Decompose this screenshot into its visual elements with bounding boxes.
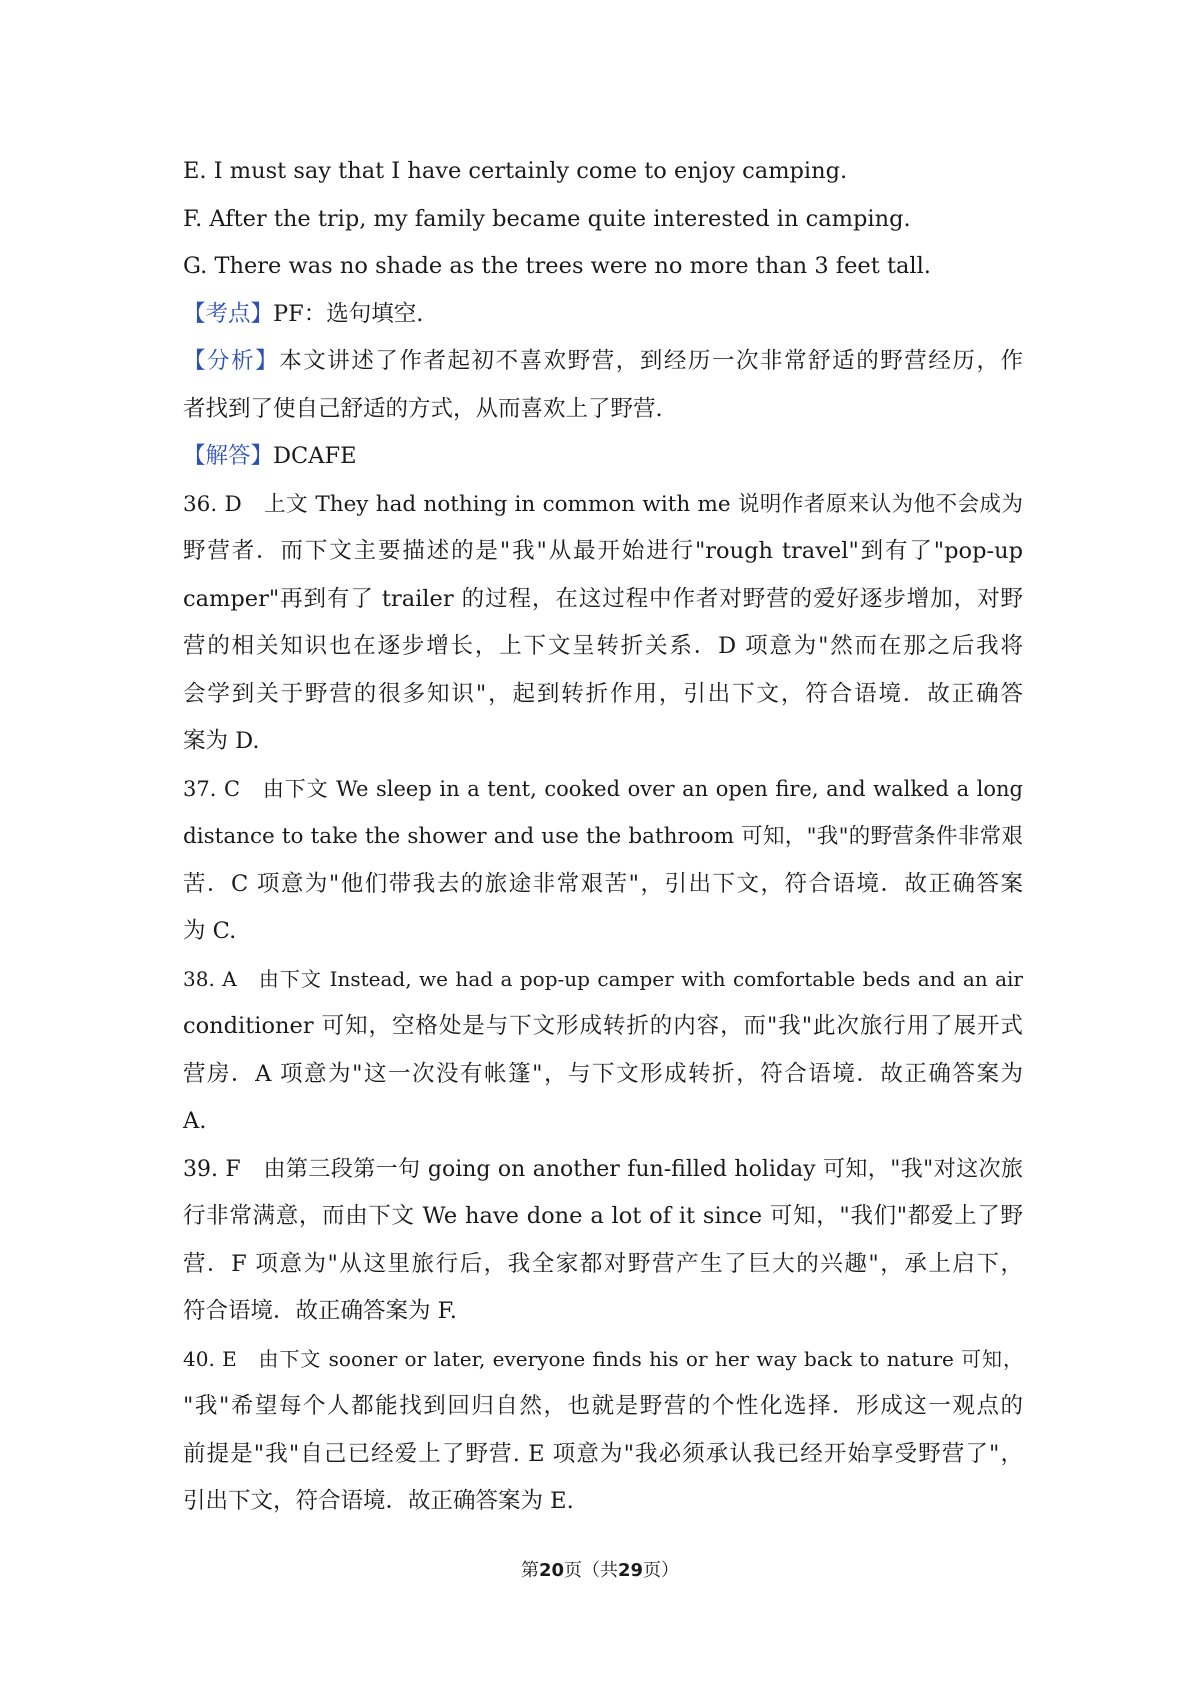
kaodian-line bbox=[183, 291, 1023, 339]
option-e: E. I must say that I have certainly come to enjoy camping. bbox=[183, 158, 848, 184]
answer-38-line-3: 营房．A 项意为"这一次没有帐篷"，与下文形成转折，符合语境．故正确答案为 bbox=[183, 1060, 1023, 1087]
answer-40-line-4: 引出下文，符合语境．故正确答案为 E. bbox=[183, 1488, 574, 1514]
kaodian-tag: 【考点】 bbox=[183, 300, 274, 327]
jieda-tag: 【解答】 bbox=[183, 443, 274, 469]
answer-36-line-2: 野营者．而下文主要描述的是"我"从最开始进行"rough travel"到有了"pop-up bbox=[183, 538, 1023, 564]
answer-36-line-6: 案为 D. bbox=[183, 728, 260, 754]
kaodian-text: PF：选句填空. bbox=[273, 300, 424, 327]
answer-37-line-1: 37. C 由下文 We sleep in a tent, cooked over an open fire, and walked a long bbox=[183, 776, 1023, 801]
footer-page-number: 20 bbox=[538, 1560, 564, 1581]
answer-36-line-3: camper"再到有了 trailer 的过程，在这过程中作者对野营的爱好逐步增加，对野 bbox=[183, 585, 1023, 612]
answer-36-line-1: 36. D 上文 They had nothing in common with me 说明作者原来认为他不会成为 bbox=[183, 491, 1023, 517]
answer-39-line-3: 营．F 项意为"从这里旅行后，我全家都对野营产生了巨大的兴趣"，承上启下， bbox=[183, 1250, 1023, 1277]
answer-39-line-4: 符合语境．故正确答案为 F. bbox=[183, 1298, 457, 1324]
option-g: G. There was no shade as the trees were no more than 3 feet tall. bbox=[183, 253, 931, 279]
jieda-text: DCAFE bbox=[273, 443, 357, 469]
option-f: F. After the trip, my family became quite interested in camping. bbox=[183, 205, 911, 232]
answer-38-line-1: 38. A 由下文 Instead, we had a pop-up camper with comfortable beds and an air bbox=[183, 966, 1023, 991]
fenxi-tag: 【分析】 bbox=[183, 348, 280, 374]
answer-36-line-4: 营的相关知识也在逐步增长，上下文呈转折关系．D 项意为"然而在那之后我将 bbox=[183, 633, 1023, 659]
jieda-line bbox=[183, 433, 1023, 481]
answer-38-line-4: A. bbox=[183, 1108, 207, 1134]
page-footer bbox=[0, 1556, 1200, 1582]
document-body bbox=[183, 148, 1023, 1526]
answer-37-line-2: distance to take the shower and use the bathroom 可知，"我"的野营条件非常艰 bbox=[183, 824, 1023, 849]
answer-40-line-3: 前提是"我"自己已经爱上了野营. E 项意为"我必须承认我已经开始享受野营了"， bbox=[183, 1440, 1023, 1467]
answer-40-line-1: 40. E 由下文 sooner or later, everyone finds his or her way back to nature 可知， bbox=[183, 1346, 1023, 1371]
answer-36-line-5: 会学到关于野营的很多知识"，起到转折作用，引出下文，符合语境．故正确答 bbox=[183, 680, 1023, 707]
footer-suffix: 页） bbox=[643, 1560, 680, 1581]
fenxi-text-1: 本文讲述了作者起初不喜欢野营，到经历一次非常舒适的野营经历，作 bbox=[279, 348, 1023, 374]
fenxi-line-2: 者找到了使自己舒适的方式，从而喜欢上了野营. bbox=[183, 395, 663, 422]
answer-37-line-4: 为 C. bbox=[183, 918, 237, 944]
answer-39-line-2: 行非常满意，而由下文 We have done a lot of it since 可知，"我们"都爱上了野 bbox=[183, 1203, 1023, 1229]
answer-37-line-3: 苦．C 项意为"他们带我去的旅途非常艰苦"，引出下文，符合语境．故正确答案 bbox=[183, 870, 1023, 897]
fenxi-line-1 bbox=[183, 338, 1023, 386]
answer-38-line-2: conditioner 可知，空格处是与下文形成转折的内容，而"我"此次旅行用了展开式 bbox=[183, 1013, 1023, 1039]
footer-total-pages: 29 bbox=[618, 1560, 644, 1581]
footer-middle: 页（共 bbox=[564, 1560, 618, 1581]
answer-39-line-1: 39. F 由第三段第一句 going on another fun-filled holiday 可知，"我"对这次旅 bbox=[183, 1156, 1023, 1182]
footer-prefix: 第 bbox=[520, 1560, 539, 1581]
answer-40-line-2: "我"希望每个人都能找到回归自然，也就是野营的个性化选择．形成这一观点的 bbox=[183, 1393, 1023, 1419]
